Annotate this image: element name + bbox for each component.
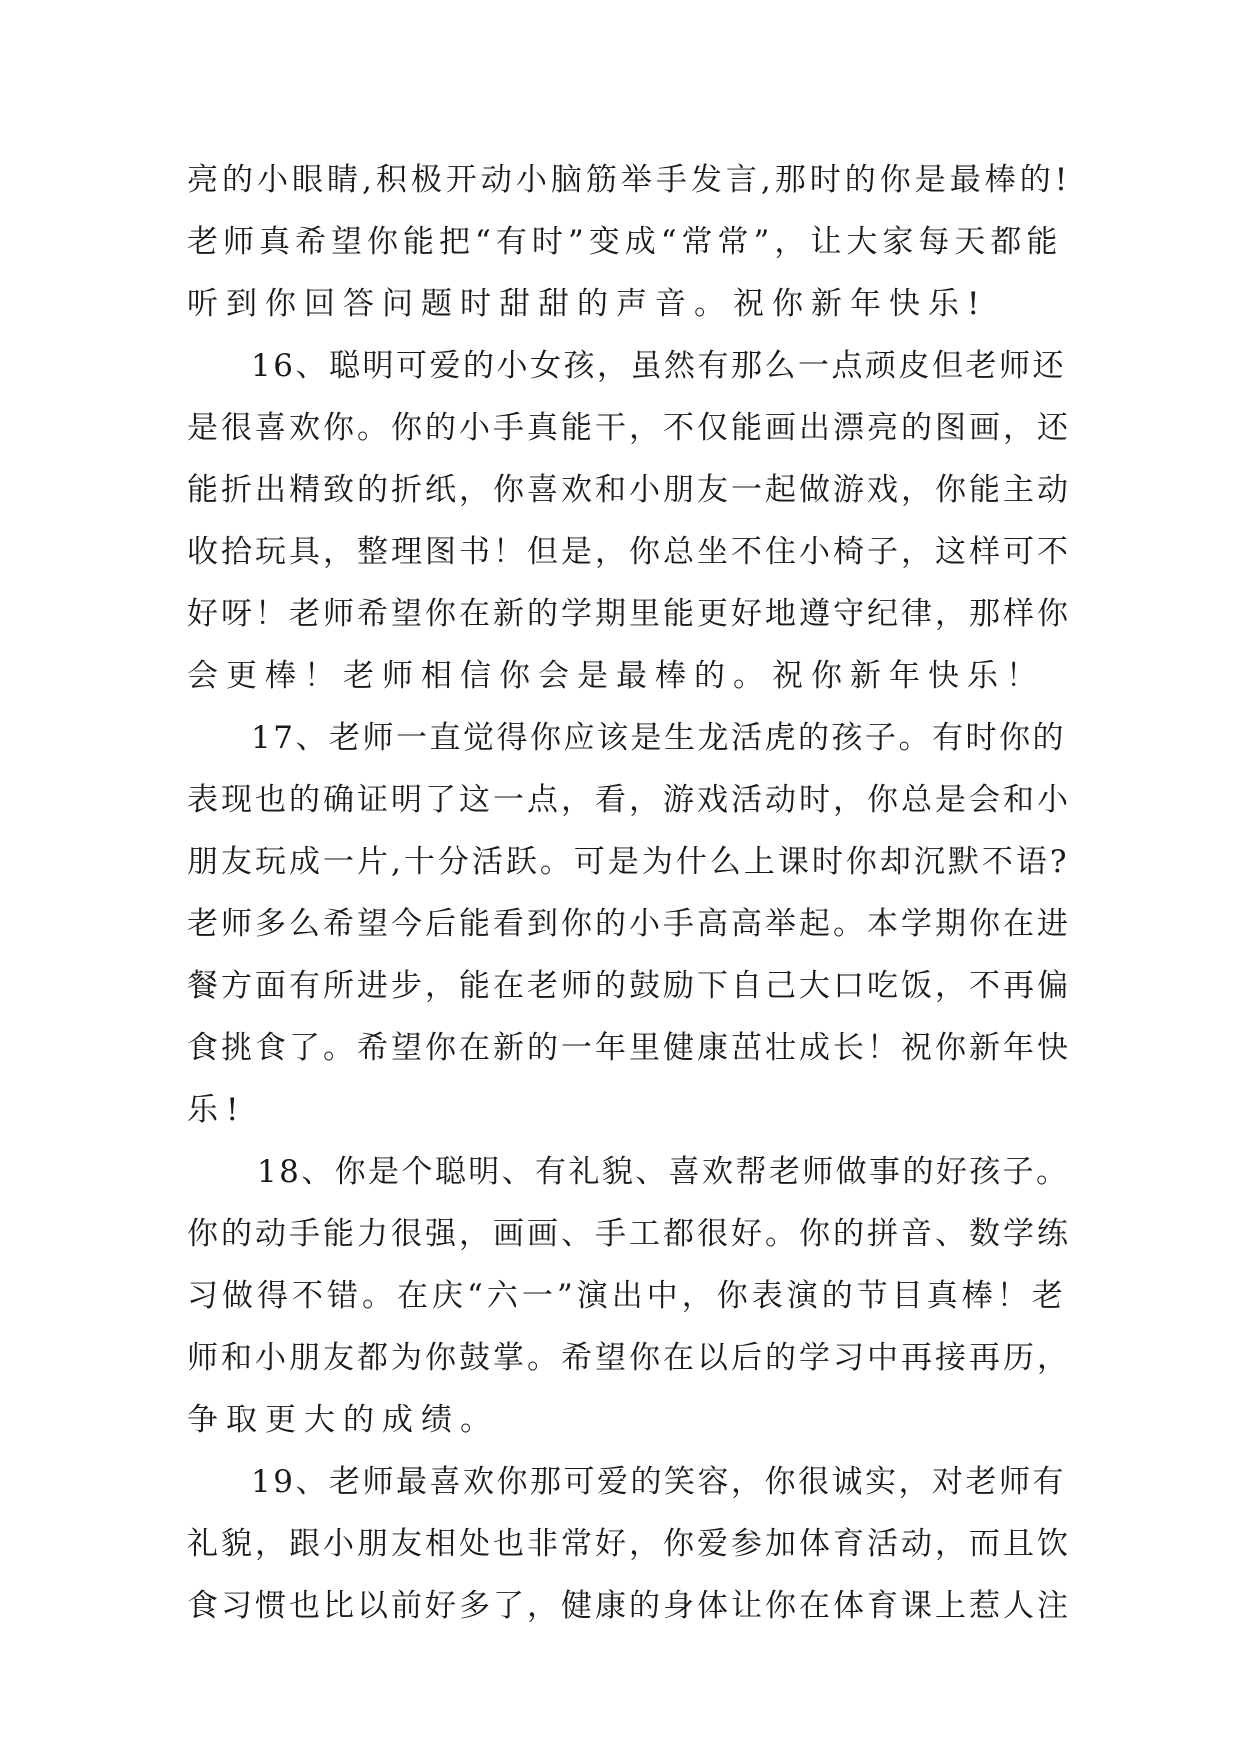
paragraph-line: 亮的小眼睛,积极开动小脑筋举手发言,那时的你是最棒的!	[187, 162, 1072, 198]
paragraph-line: 餐方面有所进步，能在老师的鼓励下自己大口吃饭，不再偏	[187, 968, 1071, 1004]
paragraph-line: 收拾玩具，整理图书！但是，你总坐不住小椅子，这样可不	[187, 534, 1071, 570]
paragraph-line: 好呀！老师希望你在新的学期里能更好地遵守纪律，那样你	[187, 596, 1071, 632]
paragraph-line: 食习惯也比以前好多了，健康的身体让你在体育课上惹人注	[187, 1588, 1071, 1624]
paragraph-line: 乐!	[187, 1092, 247, 1128]
paragraph-line: 17、老师一直觉得你应该是生龙活虎的孩子。有时你的	[251, 720, 1066, 756]
paragraph-line: 朋友玩成一片,十分活跃。可是为什么上课时你却沉默不语?	[187, 844, 1070, 880]
paragraph-line: 听到你回答问题时甜甜的声音。祝你新年快乐!	[187, 286, 988, 322]
paragraph-line: 表现也的确证明了这一点，看，游戏活动时，你总是会和小	[187, 782, 1071, 818]
paragraph-line: 18、你是个聪明、有礼貌、喜欢帮老师做事的好孩子。	[257, 1154, 1070, 1190]
paragraph-line: 食挑食了。希望你在新的一年里健康茁壮成长！祝你新年快	[187, 1030, 1071, 1066]
paragraph-line: 师和小朋友都为你鼓掌。希望你在以后的学习中再接再历，	[187, 1340, 1071, 1376]
paragraph-line: 老师真希望你能把“有时”变成“常常”，让大家每天都能	[187, 224, 1063, 260]
paragraph-line: 是很喜欢你。你的小手真能干，不仅能画出漂亮的图画，还	[187, 410, 1071, 446]
paragraph-line: 争取更大的成绩。	[187, 1402, 499, 1438]
paragraph-line: 能折出精致的折纸，你喜欢和小朋友一起做游戏，你能主动	[187, 472, 1071, 508]
paragraph-line: 老师多么希望今后能看到你的小手高高举起。本学期你在进	[187, 906, 1071, 942]
paragraph-line: 礼貌，跟小朋友相处也非常好，你爱参加体育活动，而且饮	[187, 1526, 1071, 1562]
paragraph-line: 你的动手能力很强，画画、手工都很好。你的拼音、数学练	[187, 1216, 1071, 1252]
paragraph-line: 习做得不错。在庆“六一”演出中，你表演的节目真棒！老	[187, 1278, 1067, 1314]
paragraph-line: 16、聪明可爱的小女孩，虽然有那么一点顽皮但老师还	[251, 348, 1066, 384]
paragraph-line: 会更棒！老师相信你会是最棒的。祝你新年快乐！	[187, 658, 1045, 694]
paragraph-line: 19、老师最喜欢你那可爱的笑容，你很诚实，对老师有	[251, 1464, 1066, 1500]
